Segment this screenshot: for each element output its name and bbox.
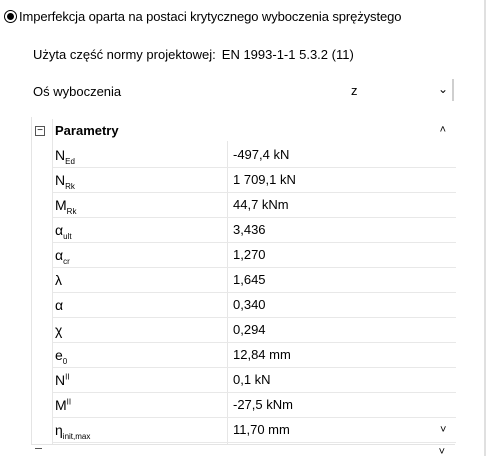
expand-toggle-icon[interactable] [35,448,42,449]
parameter-name [55,247,70,266]
parameter-row[interactable] [53,318,456,343]
parameter-value: 1,645 [233,272,266,287]
radio-button[interactable] [4,10,17,23]
parameter-subscript: Rk [66,206,77,216]
caret-up-icon[interactable]: ˄ [439,124,446,136]
parameter-symbol: N [55,372,66,388]
parameter-row[interactable] [53,368,456,393]
parameter-row[interactable] [53,243,456,268]
parameter-value: -497,4 kN [233,147,290,162]
parameter-symbol: N [55,147,66,163]
norm-info [33,47,354,62]
caret-down-icon[interactable]: ˅ [440,424,447,436]
parameters-panel [31,117,456,444]
parameter-name [55,347,67,366]
parameter-name [55,222,72,241]
parameter-value: 0,294 [233,322,266,337]
parameter-row[interactable] [53,218,456,243]
next-section-header[interactable] [31,444,455,457]
parameter-value: 11,70 mm [233,422,290,437]
parameter-row[interactable] [53,418,456,443]
collapse-toggle-icon[interactable]: − [35,126,45,136]
caret-down-icon[interactable]: ˅ [438,446,445,458]
buckling-axis-label: Oś wyboczenia [33,84,122,99]
radio-label: Imperfekcja oparta na postaci krytycznego wyboczenia sprężystego [19,9,402,24]
parameter-symbol: α [55,222,64,238]
parameter-subscript: Ed [65,156,75,166]
parameter-name [55,172,75,191]
parameter-row[interactable] [53,193,456,218]
parameter-subscript: init,max [62,431,91,441]
buckling-axis-value: z [351,82,358,98]
dropdown-divider [452,79,454,101]
parameter-row[interactable] [53,268,456,293]
parameter-symbol: e [55,347,63,363]
parameter-value: 0,1 kN [233,372,271,387]
parameter-superscript: II [65,372,70,382]
parameter-name [55,372,70,388]
parameter-subscript: 0 [62,356,68,366]
parameter-row[interactable] [53,168,456,193]
parameter-name [55,197,76,216]
parameter-value: 12,84 mm [233,347,291,362]
parameter-value: 3,436 [233,222,266,237]
parameter-superscript: II [66,397,72,407]
parameter-value: 44,7 kNm [233,197,289,212]
norm-value: EN 1993-1-1 5.3.2 (11) [221,47,354,62]
parameter-row[interactable] [53,393,456,418]
parameter-symbol: α [55,247,64,263]
parameter-symbol: λ [55,272,62,288]
parameter-name [55,272,62,288]
parameter-symbol: N [55,172,66,188]
parameter-symbol: χ [55,322,63,338]
parameter-value: 0,340 [233,297,266,312]
parameter-symbol: M [55,397,67,413]
parameter-grid [53,143,456,443]
parameter-row[interactable] [53,143,456,168]
parameter-name [55,397,71,413]
parameter-value: 1,270 [233,247,266,262]
parameter-symbol: η [55,422,63,438]
imperfection-option-radio[interactable] [4,9,401,24]
parameter-name [55,297,63,313]
parameter-value: 1 709,1 kN [233,172,296,187]
parameter-subscript: Rk [65,181,75,191]
parameter-subscript: ult [63,231,72,241]
buckling-axis-dropdown[interactable] [342,79,454,101]
parameter-symbol: α [55,297,64,313]
parameter-value: -27,5 kNm [233,397,293,412]
section-title: Parametry [55,123,119,138]
parameter-name [55,322,62,338]
radio-selected-dot [7,13,14,20]
norm-label: Użyta część normy projektowej: [33,47,216,62]
parameter-subscript: cr [63,256,70,266]
parameter-row[interactable] [53,343,456,368]
parameter-name [55,147,75,166]
parameter-name [55,422,90,441]
chevron-down-icon[interactable]: ⌄ [437,82,448,96]
parameter-symbol: M [55,197,67,213]
parameters-section-header[interactable] [32,120,456,142]
parameter-row[interactable] [53,293,456,318]
